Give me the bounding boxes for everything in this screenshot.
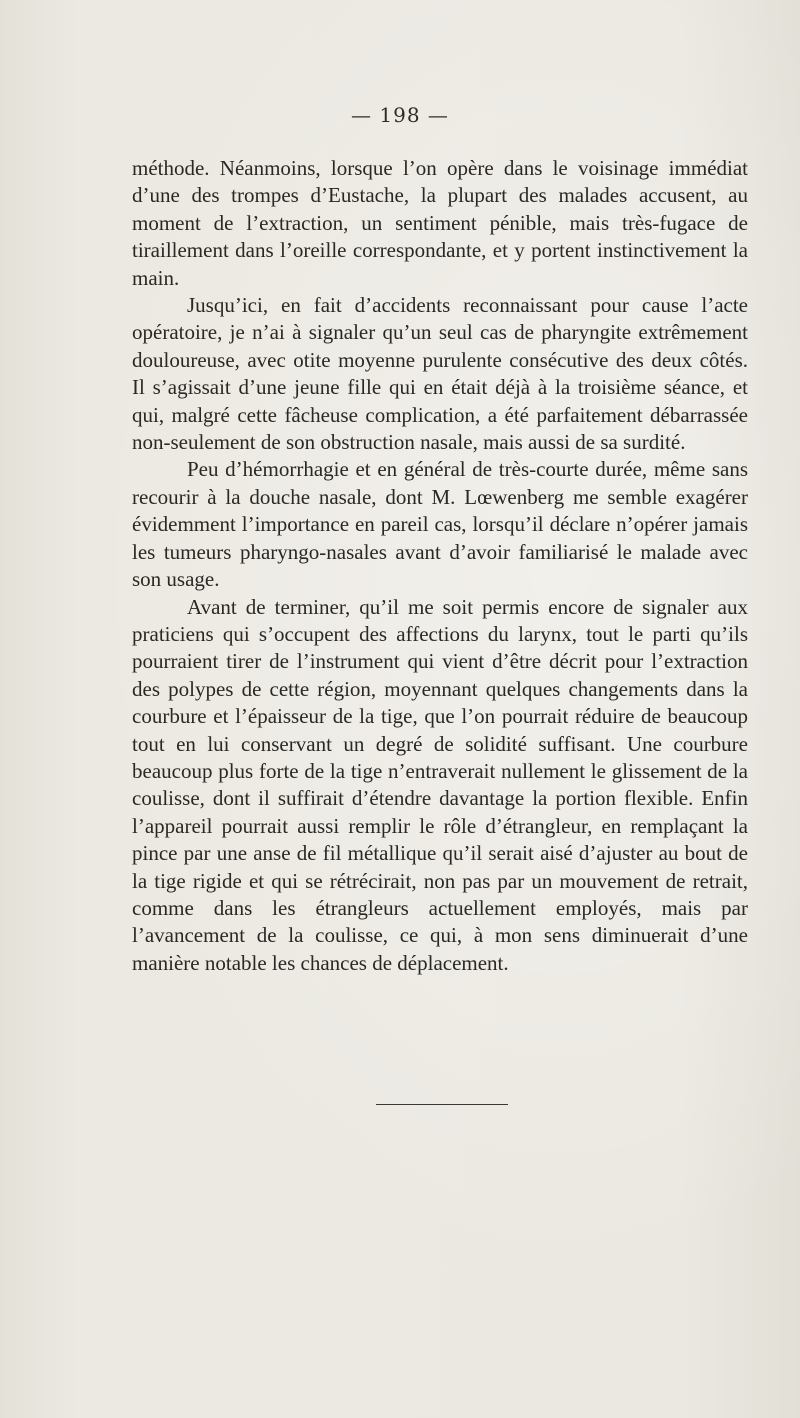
section-divider-rule	[376, 1104, 508, 1105]
body-text	[132, 155, 748, 977]
paragraph-4: Avant de terminer, qu’il me soit permis encore de signaler aux praticiens qui s’occupent des affections du larynx, tout le parti qu’ils pourraient tirer de l’instrument qui vient d’être décrit pour l’extraction des polypes de cette région, moyennant quelques changements dans la courbure et l’épaisseur de la tige, que l’on pourrait réduire de beaucoup tout en lui conservant un degré de solidité suffisant. Une courbure beaucoup plus forte de la tige n’entraverait nullement le glissement de la coulisse, dont il suffirait d’étendre davantage la portion flexible. Enfin l’appareil pourrait aussi remplir le rôle d’étrangleur, en remplaçant la pince par une anse de fil métallique qu’il serait aisé d’ajuster au bout de la tige rigide et qui se rétrécirait, non pas par un mouvement de retrait, comme dans les étrangleurs actuellement employés, mais par l’avancement de la coulisse, ce qui, à mon sens diminuerait d’une manière notable les chances de déplacement.	[132, 594, 748, 975]
page-number: — 198 —	[351, 103, 449, 127]
paragraph-3: Peu d’hémorrhagie et en général de très-courte durée, même sans recourir à la douche nasale, dont M. Lœwenberg me semble exagérer évidemment l’importance en pareil cas, lorsqu’il déclare n’opérer jamais les tumeurs pharyngo-nasales avant d’avoir familiarisé le malade avec son usage.	[132, 457, 748, 592]
paragraph-2: Jusqu’ici, en fait d’accidents reconnaissant pour cause l’acte opératoire, je n’ai à signaler qu’un seul cas de pharyngite extrêmement douloureuse, avec otite moyenne purulente consécutive des deux côtés. Il s’agissait d’une jeune fille qui en était déjà à la troisième séance, et qui, malgré cette fâcheuse complication, a été parfaitement débarrassée non-seulement de son obstruction nasale, mais aussi de sa surdité.	[132, 293, 748, 455]
paragraph-1: méthode. Néanmoins, lorsque l’on opère dans le voisinage immédiat d’une des trompes d’Eustache, la plupart des malades accusent, au moment de l’extraction, un sentiment pénible, mais très-fugace de tiraillement dans l’oreille correspondante, et y portent instinctivement la main.	[132, 156, 748, 290]
